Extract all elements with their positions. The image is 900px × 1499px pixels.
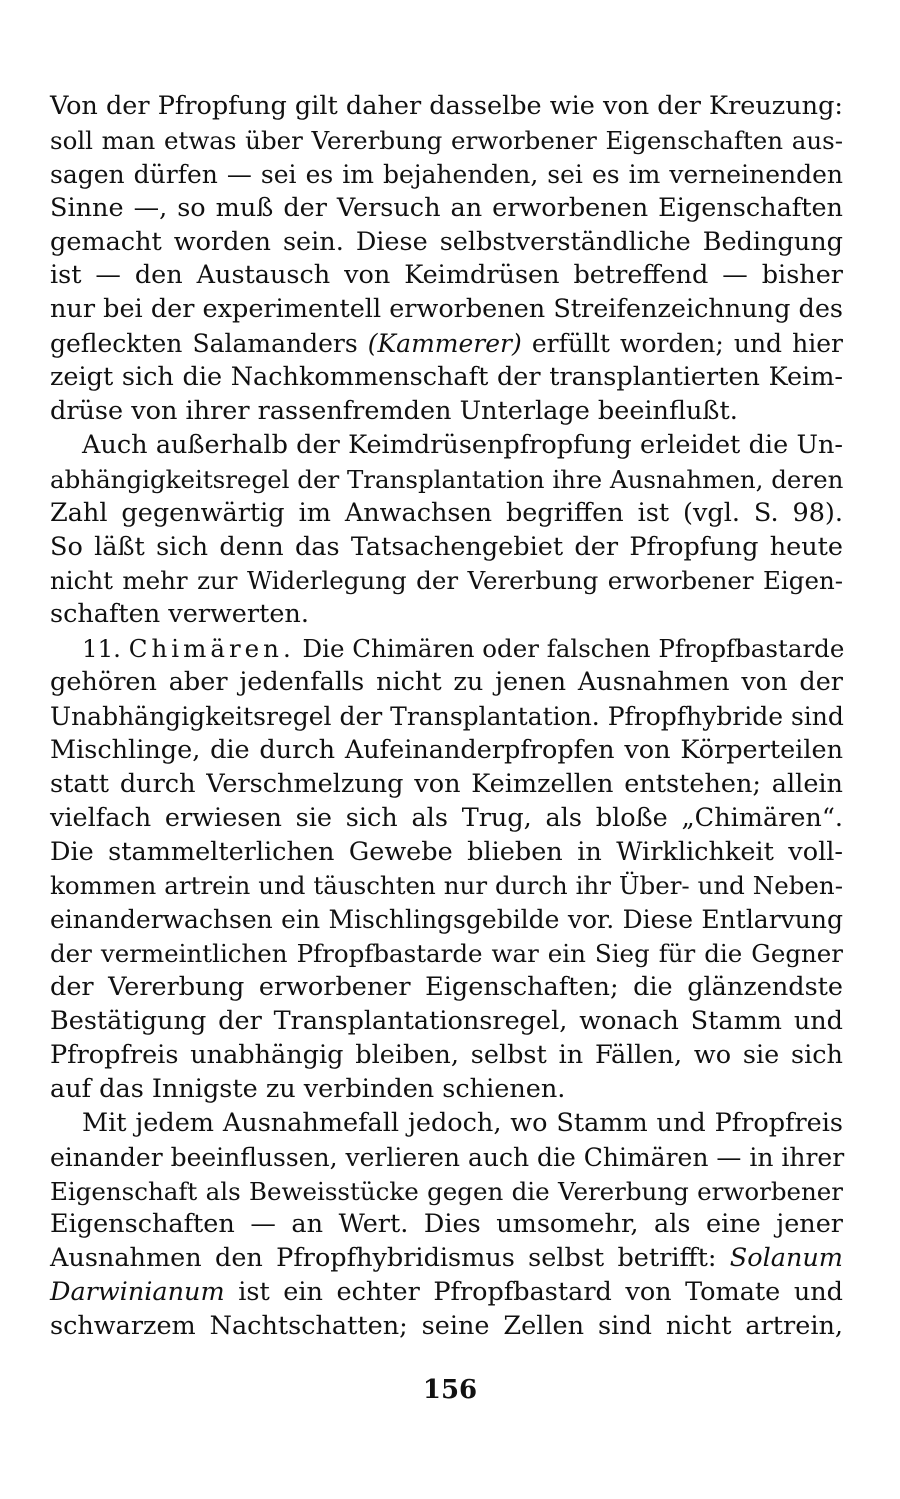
paragraph-3-chimaeren [50,632,843,1106]
text-line [50,1276,843,1310]
text-segment: Ausnahmen den Pfropfhybridismus selbst betrifft: [50,1243,730,1274]
text-line: einanderwachsen ein Mischlingsgebilde vor. Diese Entlarvung [50,905,843,935]
text-line: Sinne —, so muß der Versuch an erworbenen Eigenschaften [50,192,843,223]
text-line: Bestätigung der Transplantationsregel, wonach Stamm und [50,1006,843,1037]
text-line: Unabhängigkeitsregel der Transplantation. Pfropfhybride sind [50,702,844,732]
text-line: ist — den Austausch von Keimdrüsen betreffend — bisher [50,260,843,291]
text-line [50,327,843,361]
species-name: Solanum [729,1243,843,1274]
text-line: Auch außerhalb der Keimdrüsenpfropfung erleidet die Un- [82,429,843,460]
text-line: Von der Pfropfung gilt daher dasselbe wie von der Kreuzung: [50,91,843,121]
text-segment: erfüllt worden; und hier [521,329,843,359]
text-line: Die stammelterlichen Gewebe blieben in Wirklichkeit voll- [50,836,843,867]
text-line: zeigt sich die Nachkommenschaft der transplantierten Keim- [50,362,843,393]
text-line: vielfach erwiesen sie sich als Trug, als bloße „Chimären“. [50,802,843,833]
text-line: der Vererbung erworbener Eigenschaften; die glänzendste [50,972,843,1003]
text-line: Eigenschaften — an Wert. Dies umsomehr, als eine jener [50,1209,843,1240]
text-line: nur bei der experimentell erworbenen Streifenzeichnung des [50,294,844,325]
text-line: drüse von ihrer rassenfremden Unterlage beeinflußt. [50,396,738,427]
text-line: auf das Innigste zu verbinden schienen. [50,1073,566,1104]
species-name: Darwinianum [50,1277,225,1308]
text-line: soll man etwas über Vererbung erworbener Eigenschaften aus- [50,125,843,155]
text-line: gehören aber jedenfalls nicht zu jenen Ausnahmen von der [50,667,843,698]
paragraph-4 [50,1107,843,1344]
section-heading-line [50,632,843,666]
paragraph-1 [50,90,843,429]
section-heading: Chimären. [128,634,295,664]
page-body [50,90,843,1344]
text-line: Mischlinge, die durch Aufeinanderpfropfen von Körperteilen [50,734,843,765]
text-line: statt durch Verschmelzung von Keimzellen entstehen; allein [50,768,843,799]
text-line [50,1242,843,1276]
text-line: nicht mehr zur Widerlegung der Vererbung erworbener Eigen- [50,566,843,596]
text-segment: Die Chimären oder falschen Pfropfbastarde [294,634,845,664]
text-line: sagen dürfen — sei es im bejahenden, sei es im verneinenden [50,159,843,189]
text-line: Mit jedem Ausnahmefall jedoch, wo Stamm und Pfropfreis [82,1107,843,1138]
text-line: einander beeinflussen, verlieren auch die Chimären — in ihrer [50,1142,845,1172]
text-line: Zahl gegenwärtig im Anwachsen begriffen ist (vgl. S. 98). [50,497,843,528]
section-number: 11. [82,634,121,664]
text-line: kommen artrein und täuschten nur durch ihr Über- und Neben- [50,871,843,901]
text-line: Eigenschaft als Beweisstücke gegen die Vererbung erworbener [50,1176,843,1206]
text-line: gemacht worden sein. Diese selbstverständliche Bedingung [50,226,843,257]
text-line: Pfropfreis unabhängig bleiben, selbst in Fällen, wo sie sich [50,1039,843,1070]
text-line: der vermeintlichen Pfropfbastarde war ein Sieg für die Gegner [50,939,843,969]
text-line: So läßt sich denn das Tatsachengebiet der Pfropfung heute [50,531,843,562]
text-segment: gefleckten Salamanders [50,329,368,359]
text-line: schwarzem Nachtschatten; seine Zellen sind nicht artrein, [50,1311,843,1342]
text-line: abhängigkeitsregel der Transplantation ihre Ausnahmen, deren [50,464,844,494]
page-number: 156 [422,1375,478,1405]
text-line: schaften verwerten. [50,599,309,630]
paragraph-2 [50,429,843,632]
author-citation: (Kammerer) [367,329,522,359]
text-segment: ist ein echter Pfropfbastard von Tomate und [224,1277,843,1308]
